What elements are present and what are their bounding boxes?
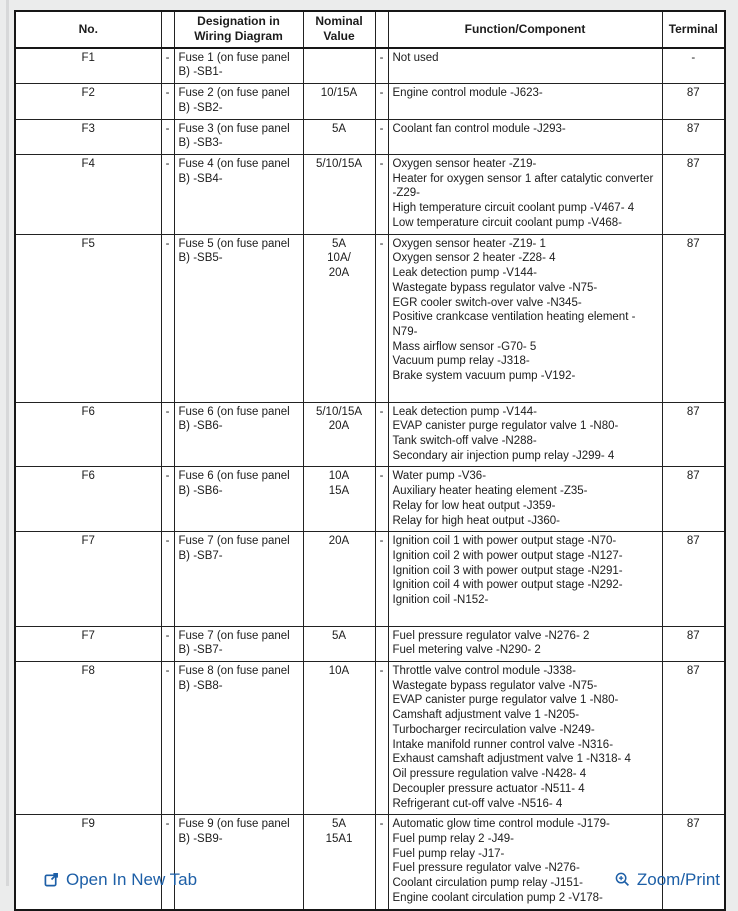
cell-line: Engine coolant circulation pump 2 -V178- (392, 891, 603, 904)
header-dash1 (161, 11, 174, 48)
terminal-cell: 87 (662, 234, 725, 402)
table-row (15, 119, 725, 154)
cell-line: 15A (328, 485, 350, 498)
function-component-cell (388, 467, 662, 532)
dash-cell: - (161, 815, 174, 910)
function-component-cell (388, 48, 662, 84)
table-row (15, 234, 725, 402)
cell-line: Heater for oxygen sensor 1 after catalytic converter -Z29- (392, 172, 654, 200)
terminal-cell: 87 (662, 467, 725, 532)
designation-cell: Fuse 5 (on fuse panel B) -SB5- (174, 234, 303, 402)
designation-cell: Fuse 3 (on fuse panel B) -SB3- (174, 119, 303, 154)
zoom-print-label: Zoom/Print (636, 870, 720, 889)
cell-line: Wastegate bypass regulator valve -N75- (392, 679, 598, 692)
cell-line: Fuel pressure regulator valve -N276- 2 (392, 629, 590, 642)
nominal-value-cell (303, 626, 375, 661)
designation-cell: Fuse 9 (on fuse panel B) -SB9- (174, 815, 303, 910)
nominal-value-cell (303, 119, 375, 154)
cell-line: 5/10/15A (315, 158, 363, 171)
terminal-cell: 87 (662, 532, 725, 626)
function-component-cell (388, 402, 662, 467)
table-row (15, 155, 725, 235)
table-row (15, 402, 725, 467)
header-function-component: Function/Component (388, 11, 662, 48)
cell-line: Vacuum pump relay -J318- (392, 355, 530, 368)
cell-line: Coolant circulation pump relay -J151- (392, 877, 583, 890)
cell-line: Fuel metering valve -N290- 2 (392, 644, 541, 657)
fuse-no-cell: F7 (15, 532, 161, 626)
dash-cell: - (375, 662, 388, 815)
cell-line: 5A (331, 122, 347, 135)
fuse-no-cell: F4 (15, 155, 161, 235)
cell-line: Leak detection pump -V144- (392, 405, 537, 418)
zoom-plus-magnifier-icon (615, 872, 630, 892)
dash-cell: - (161, 626, 174, 661)
cell-line: EVAP canister purge regulator valve 1 -N80- (392, 420, 619, 433)
cell-line: EGR cooler switch-over valve -N345- (392, 296, 582, 309)
cell-line: Turbocharger recirculation valve -N249- (392, 723, 595, 736)
dash-cell: - (161, 84, 174, 119)
open-in-new-tab-label: Open In New Tab (66, 870, 198, 889)
cell-line: Automatic glow time control module -J179- (392, 818, 610, 831)
cell-line: Brake system vacuum pump -V192- (392, 370, 576, 383)
document-footer-bar (0, 869, 738, 889)
function-component-cell (388, 626, 662, 661)
nominal-value-cell (303, 48, 375, 84)
header-designation: Designation in Wiring Diagram (174, 11, 303, 48)
cell-line: Intake manifold runner control valve -N316- (392, 738, 614, 751)
nominal-value-cell (303, 815, 375, 910)
zoom-print-link[interactable] (615, 870, 720, 892)
dash-cell: - (375, 119, 388, 154)
cell-line: Camshaft adjustment valve 1 -N205- (392, 709, 580, 722)
fuse-no-cell: F7 (15, 626, 161, 661)
page-frame-edge (6, 0, 9, 886)
cell-line: 20A (328, 535, 350, 548)
table-body (15, 48, 725, 910)
cell-line: 5A (331, 237, 347, 250)
header-dash2 (375, 11, 388, 48)
function-component-cell (388, 84, 662, 119)
dash-cell: - (375, 815, 388, 910)
fuse-no-cell: F6 (15, 467, 161, 532)
cell-line: High temperature circuit coolant pump -V467- 4 (392, 202, 635, 215)
cell-line: Refrigerant cut-off valve -N516- 4 (392, 797, 563, 810)
open-in-new-tab-icon (44, 872, 59, 892)
designation-cell: Fuse 6 (on fuse panel B) -SB6- (174, 402, 303, 467)
cell-line: 5/10/15A (315, 405, 363, 418)
designation-cell: Fuse 7 (on fuse panel B) -SB7- (174, 626, 303, 661)
cell-line: Fuel pump relay 2 -J49- (392, 832, 514, 845)
cell-line: Water pump -V36- (392, 470, 487, 483)
header-nominal-value: Nominal Value (303, 11, 375, 48)
cell-line: Engine control module -J623- (392, 87, 543, 100)
cell-line: 20A (328, 267, 350, 280)
cell-line: Secondary air injection pump relay -J299- 4 (392, 449, 615, 462)
dash-cell: - (161, 48, 174, 84)
dash-cell: - (161, 662, 174, 815)
cell-line: Oxygen sensor heater -Z19- 1 (392, 237, 546, 250)
cell-line: Wastegate bypass regulator valve -N75- (392, 281, 598, 294)
designation-cell: Fuse 8 (on fuse panel B) -SB8- (174, 662, 303, 815)
function-component-cell (388, 815, 662, 910)
cell-line: Oil pressure regulation valve -N428- 4 (392, 768, 587, 781)
dash-cell: - (375, 84, 388, 119)
terminal-cell: 87 (662, 815, 725, 910)
function-component-cell (388, 662, 662, 815)
cell-line: Oxygen sensor heater -Z19- (392, 158, 537, 171)
cell-line: Leak detection pump -V144- (392, 267, 537, 280)
cell-line: Relay for low heat output -J359- (392, 499, 556, 512)
nominal-value-cell (303, 402, 375, 467)
fuse-no-cell: F6 (15, 402, 161, 467)
open-in-new-tab-link[interactable] (44, 870, 197, 892)
cell-line: Auxiliary heater heating element -Z35- (392, 485, 588, 498)
designation-cell: Fuse 4 (on fuse panel B) -SB4- (174, 155, 303, 235)
nominal-value-cell (303, 84, 375, 119)
cell-line: Relay for high heat output -J360- (392, 514, 560, 527)
fuse-no-cell: F1 (15, 48, 161, 84)
table-row (15, 662, 725, 815)
function-component-cell (388, 155, 662, 235)
nominal-value-cell (303, 234, 375, 402)
dash-cell: - (161, 467, 174, 532)
blank-line (393, 608, 658, 623)
nominal-value-cell (303, 155, 375, 235)
table-header-row (15, 11, 725, 48)
terminal-cell: - (662, 48, 725, 84)
cell-line: 5A (331, 629, 347, 642)
cell-line: Positive crankcase ventilation heating element -N79- (392, 311, 636, 338)
dash-cell: - (375, 234, 388, 402)
table-row (15, 815, 725, 910)
fuse-no-cell: F3 (15, 119, 161, 154)
dash-cell: - (161, 119, 174, 154)
dash-cell: - (375, 48, 388, 84)
designation-cell: Fuse 6 (on fuse panel B) -SB6- (174, 467, 303, 532)
terminal-cell: 87 (662, 84, 725, 119)
cell-line: Fuel pressure regulator valve -N276- (392, 862, 580, 875)
cell-line: 5A (331, 818, 347, 831)
fuse-no-cell: F5 (15, 234, 161, 402)
cell-line: 10A (328, 665, 350, 678)
cell-line: Fuel pump relay -J17- (392, 847, 505, 860)
cell-line: EVAP canister purge regulator valve 1 -N80- (392, 694, 619, 707)
designation-cell: Fuse 7 (on fuse panel B) -SB7- (174, 532, 303, 626)
dash-cell: - (161, 532, 174, 626)
cell-line: Ignition coil 3 with power output stage -N291- (392, 564, 623, 577)
cell-line: Ignition coil 4 with power output stage -N292- (392, 579, 623, 592)
fuse-no-cell: F8 (15, 662, 161, 815)
terminal-cell: 87 (662, 402, 725, 467)
dash-cell: - (161, 234, 174, 402)
function-component-cell (388, 119, 662, 154)
cell-line: 10/15A (320, 87, 358, 100)
cell-line: Low temperature circuit coolant pump -V468- (392, 216, 622, 229)
cell-line: 10A/ (327, 252, 351, 265)
cell-line: Ignition coil 2 with power output stage -N127- (392, 550, 623, 562)
fuse-no-cell: F9 (15, 815, 161, 910)
header-no: No. (15, 11, 161, 48)
terminal-cell: 87 (662, 119, 725, 154)
nominal-value-cell (303, 662, 375, 815)
dash-cell: - (375, 532, 388, 626)
cell-line: Not used (392, 51, 439, 64)
nominal-value-cell (303, 532, 375, 626)
dash-cell: - (375, 155, 388, 235)
cell-line: 20A (328, 420, 350, 433)
cell-line: Mass airflow sensor -G70- 5 (392, 340, 537, 353)
dash-cell: - (375, 467, 388, 532)
dash-cell: - (161, 155, 174, 235)
terminal-cell: 87 (662, 155, 725, 235)
cell-line: Ignition coil 1 with power output stage -N70- (392, 535, 617, 548)
fuse-assignment-table (14, 10, 726, 911)
dash-cell: - (375, 402, 388, 467)
cell-line: Tank switch-off valve -N288- (392, 434, 537, 447)
cell-line: 10A (328, 470, 350, 483)
cell-line: Decoupler pressure actuator -N511- 4 (392, 782, 585, 795)
table-row (15, 626, 725, 661)
table-header (15, 11, 725, 48)
dash-cell (375, 626, 388, 661)
function-component-cell (388, 234, 662, 402)
nominal-value-cell (303, 467, 375, 532)
table-row (15, 532, 725, 626)
cell-line: Throttle valve control module -J338- (392, 665, 576, 678)
terminal-cell: 87 (662, 662, 725, 815)
fuse-no-cell: F2 (15, 84, 161, 119)
cell-line: Coolant fan control module -J293- (392, 122, 566, 135)
cell-line: Ignition coil -N152- (392, 594, 489, 607)
header-terminal: Terminal (662, 11, 725, 48)
table-row (15, 48, 725, 84)
designation-cell: Fuse 1 (on fuse panel B) -SB1- (174, 48, 303, 84)
cell-line: Oxygen sensor 2 heater -Z28- 4 (392, 252, 556, 265)
cell-line: Exhaust camshaft adjustment valve 1 -N318- 4 (392, 753, 631, 766)
table-row (15, 84, 725, 119)
designation-cell: Fuse 2 (on fuse panel B) -SB2- (174, 84, 303, 119)
cell-line: 15A1 (325, 832, 353, 845)
terminal-cell: 87 (662, 626, 725, 661)
table-row (15, 467, 725, 532)
function-component-cell (388, 532, 662, 626)
blank-line (393, 384, 658, 399)
dash-cell: - (161, 402, 174, 467)
